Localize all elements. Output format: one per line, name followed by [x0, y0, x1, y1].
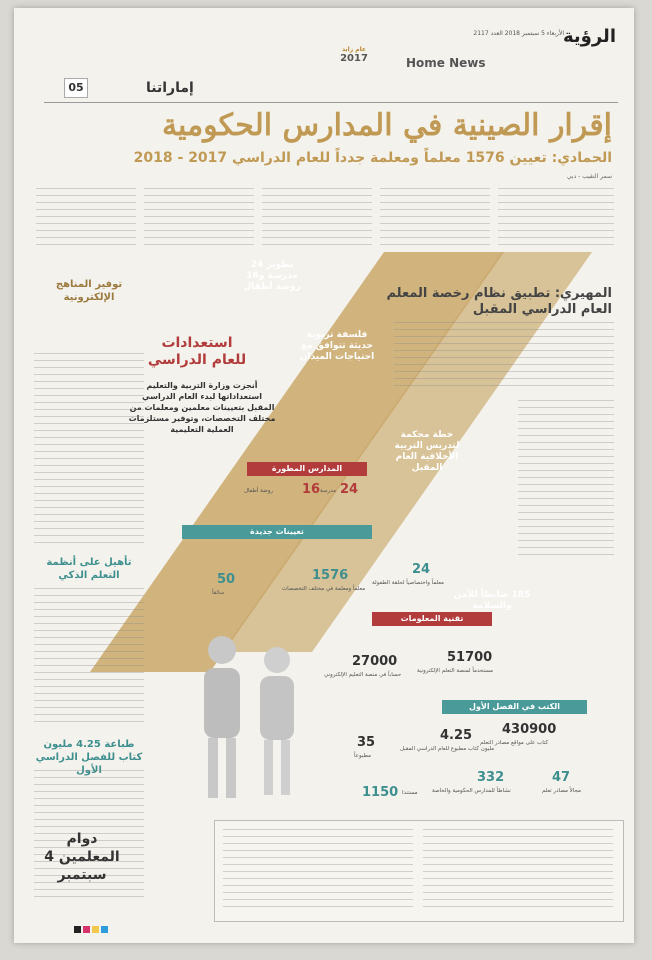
- band-item: تطوير 24 مدرسة و16 روضة أطفال: [243, 260, 301, 292]
- it-a-count: 51700: [447, 650, 493, 665]
- page-number: 05: [64, 78, 88, 98]
- year-badge: [334, 46, 374, 74]
- readiness-description: أنجزت وزارة التربية والتعليم استعداداتها لبدء العام الدراسي المقبل بتعيينات معلمين ومعلمات من مختلف التخصصات، وتوفير مستلزمات العملية التعليمية: [128, 381, 276, 434]
- print-color-strip: [74, 926, 108, 933]
- year-badge-label: عام زايد: [341, 46, 367, 53]
- color-swatch: [74, 926, 81, 933]
- mahiri-title: المهيري: تطبيق نظام رخصة المعلم العام الدراسي المقبل: [386, 286, 612, 317]
- body-column: [262, 188, 372, 246]
- band-item: 185 ضابطاً للأمن والسلامة: [453, 590, 531, 611]
- body-column: [34, 588, 144, 728]
- body-column: [380, 188, 490, 246]
- appoint-c-count: 50: [217, 572, 236, 587]
- schools-count: 24: [340, 482, 359, 497]
- appoint-a-label: معلماً واختصاصياً لحلقة الطفولة: [372, 580, 444, 586]
- books-e-label: نشاطاً للمدارس الحكومية والخاصة: [432, 788, 511, 794]
- side-heading: توفير المناهج الإلكترونية: [55, 279, 123, 303]
- books-b-count: 4.25: [440, 728, 473, 743]
- kg-label: روضة أطفال: [244, 488, 274, 494]
- teachers-box: [214, 820, 624, 922]
- band-item: فلسفة تربوية حديثة تتوافق مع احتياجات الميدان: [299, 330, 375, 362]
- band-item: خطة محكمة لتدريس التربية الأخلاقية العام المقبل: [394, 430, 460, 473]
- books-c-count: 35: [357, 735, 376, 750]
- subheadline: الحمادي: تعيين 1576 معلماً ومعلمة جدداً للعام الدراسي 2017 - 2018: [133, 150, 612, 166]
- year-badge-number: 2017: [340, 53, 368, 64]
- books-ribbon: الكتب في الفصل الأول: [442, 700, 587, 714]
- headline: إقرار الصينية في المدارس الحكومية: [161, 108, 612, 143]
- color-swatch: [101, 926, 108, 933]
- it-ribbon: تقنية المعلومات: [372, 612, 492, 626]
- issue-date: الأربعاء 5 سبتمبر 2018 العدد 2117: [473, 30, 564, 37]
- developed-schools-ribbon: المدارس المطورة: [247, 462, 367, 476]
- body-column: [34, 353, 144, 543]
- books-f-count: 1150: [362, 785, 399, 800]
- books-e-count: 332: [477, 770, 505, 785]
- books-d-label: مجالاً مصادر تعلم: [542, 788, 581, 794]
- home-news-label: Home News: [406, 56, 486, 70]
- it-b-label: حساباً في منصة التعليم الإلكتروني: [324, 672, 402, 678]
- books-a-count: 430900: [502, 722, 557, 737]
- books-f-label: مستندا: [402, 790, 418, 796]
- books-c-label: مطبوعاً: [354, 753, 371, 759]
- students-illustration: [182, 620, 322, 820]
- appoint-b-count: 1576: [312, 568, 349, 583]
- newspaper-logo: الرؤية: [563, 26, 616, 47]
- books-a-label: كتاب على مواقع مصادر التعلم: [480, 740, 549, 746]
- side-heading: طباعة 4.25 مليون كتاب للفصل الدراسي الأول: [35, 739, 143, 776]
- appoint-a-count: 24: [412, 562, 431, 577]
- it-a-label: مستخدماً لمنصة التعلم الإلكترونية: [417, 668, 493, 674]
- body-column: [423, 829, 613, 913]
- header-divider: [44, 102, 618, 103]
- side-heading: تأهيل على أنظمة التعلم الذكي: [46, 557, 132, 581]
- body-column: [394, 322, 614, 392]
- kg-count: 16: [302, 482, 321, 497]
- color-swatch: [83, 926, 90, 933]
- color-swatch: [92, 926, 99, 933]
- readiness-title: استعدادات للعام الدراسي: [147, 335, 247, 368]
- byline: سمر النقيب - دبي: [566, 173, 612, 180]
- newspaper-page: [14, 8, 634, 943]
- appoint-c-label: سائقاً: [212, 590, 225, 596]
- it-b-count: 27000: [352, 654, 398, 669]
- body-column: [36, 188, 136, 246]
- body-column: [518, 400, 614, 560]
- body-column: [498, 188, 614, 246]
- schools-label: مدرسة: [320, 488, 337, 494]
- teachers-title: دوام المعلمين 4 سبتمبر: [44, 831, 120, 883]
- section-title: إماراتنا: [146, 80, 194, 96]
- new-appointments-ribbon: تعيينات جديدة: [182, 525, 372, 539]
- books-d-count: 47: [552, 770, 571, 785]
- books-b-label: مليون كتاب مطبوع للعام الدراسي المقبل: [400, 746, 495, 752]
- appoint-b-label: معلماً ومعلمة في مختلف التخصصات: [282, 586, 366, 592]
- body-column: [144, 188, 254, 246]
- body-column: [223, 829, 413, 913]
